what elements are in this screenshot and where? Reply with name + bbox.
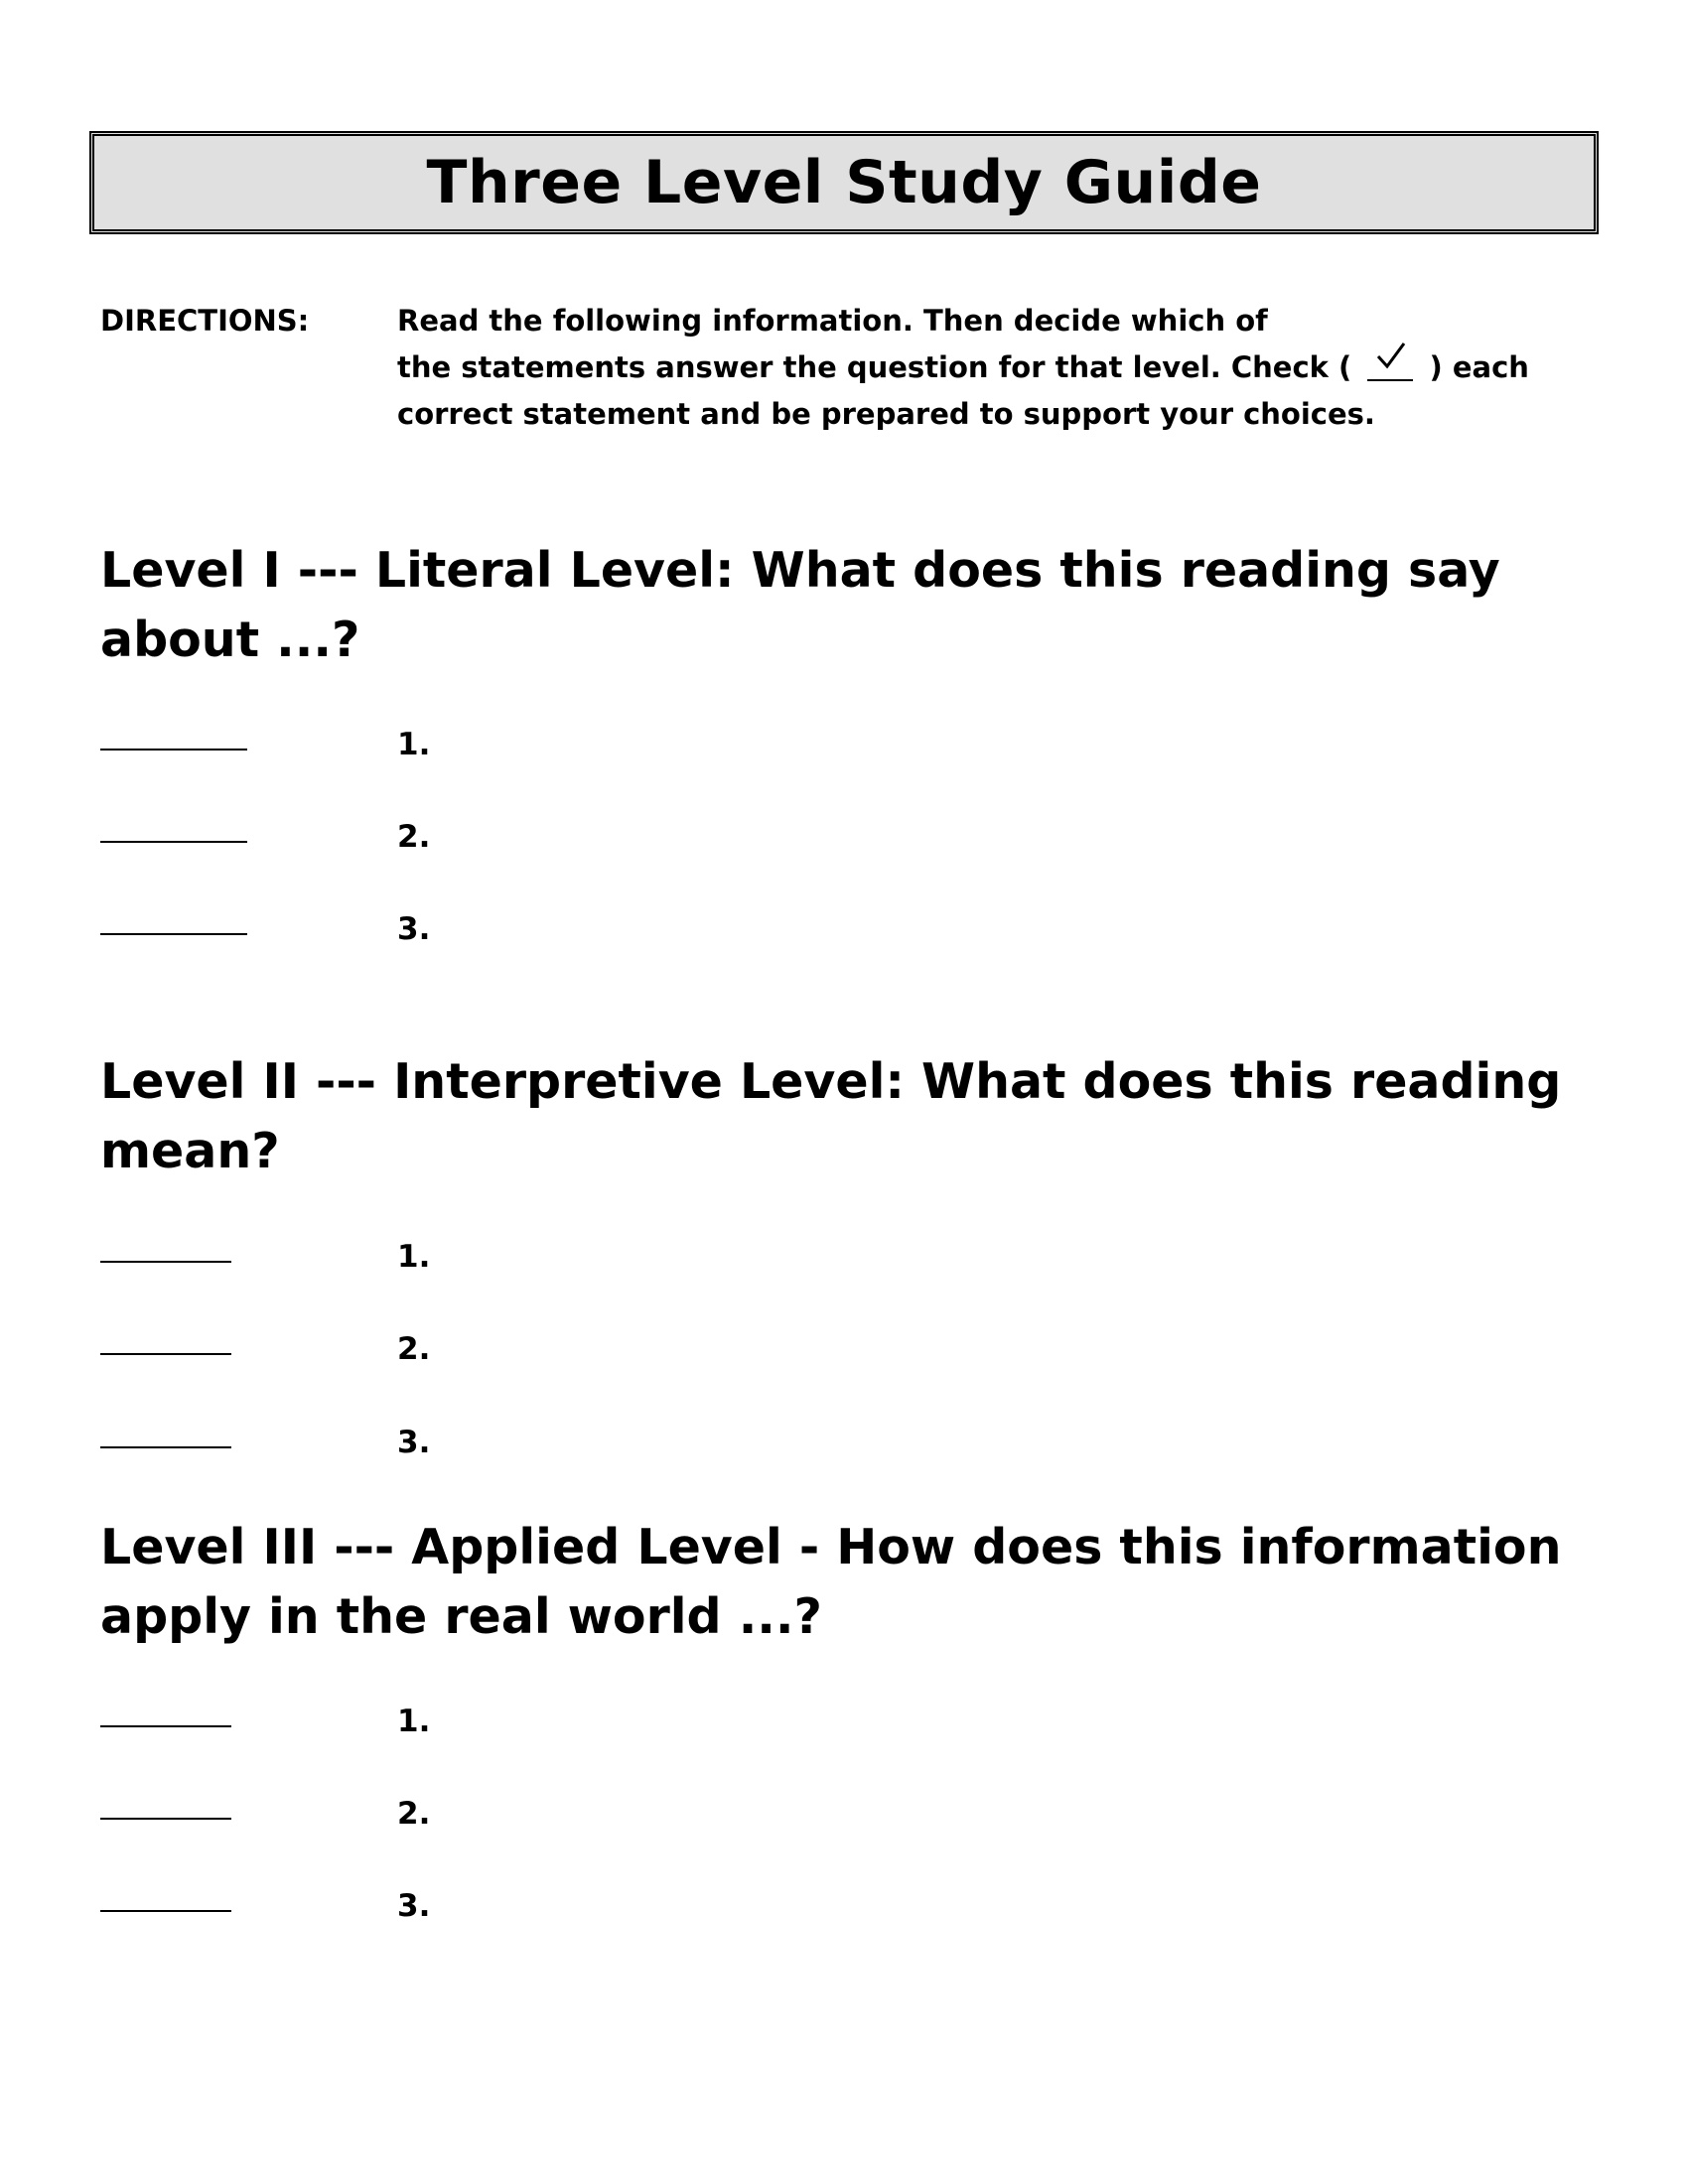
level-1-item-2-number: 2.: [397, 819, 431, 855]
directions-body: [397, 298, 1609, 438]
directions-line-2: [397, 344, 1609, 391]
level-2-item-3-check-blank[interactable]: [100, 1446, 231, 1448]
level-2-heading-line-2: mean?: [100, 1123, 280, 1179]
level-3-heading-line-2: apply in the real world ...?: [100, 1588, 822, 1645]
level-1-item-2-check-blank[interactable]: [100, 841, 247, 843]
directions-line-2-end: ) each: [1429, 350, 1529, 384]
directions-line-1: Read the following information. Then decide which of: [397, 304, 1268, 338]
level-2-item-1: [100, 1239, 1490, 1279]
directions-label: DIRECTIONS:: [100, 304, 310, 338]
level-2-item-2-number: 2.: [397, 1331, 431, 1367]
level-3-heading: [100, 1513, 1570, 1652]
checkmark-icon: [1375, 340, 1407, 371]
level-1-item-1-check-blank[interactable]: [100, 749, 247, 751]
checkmark-example: [1365, 345, 1415, 381]
level-2-heading-line-1: Level II --- Interpretive Level: What does this reading: [100, 1053, 1562, 1110]
level-2-item-1-check-blank[interactable]: [100, 1261, 231, 1263]
level-1-heading: [100, 536, 1570, 675]
level-1-item-3-check-blank[interactable]: [100, 933, 247, 935]
title-box: [89, 131, 1599, 234]
level-2-heading: [100, 1047, 1570, 1186]
directions-line-3: correct statement and be prepared to support your choices.: [397, 397, 1375, 431]
level-1-item-3: [100, 911, 1490, 951]
level-3-item-3-check-blank[interactable]: [100, 1910, 231, 1912]
level-1-heading-line-1: Level I --- Literal Level: What does this reading say: [100, 542, 1500, 599]
level-2-item-2-check-blank[interactable]: [100, 1353, 231, 1355]
level-3-item-1-number: 1.: [397, 1704, 431, 1739]
directions-line-2-start: the statements answer the question for that level. Check (: [397, 350, 1352, 384]
level-2-item-3-number: 3.: [397, 1425, 431, 1460]
level-1-item-1: [100, 727, 1490, 766]
level-2-item-3: [100, 1425, 1490, 1464]
level-1-item-2: [100, 819, 1490, 859]
level-1-item-3-number: 3.: [397, 911, 431, 947]
level-3-item-2: [100, 1796, 1490, 1836]
level-3-item-1-check-blank[interactable]: [100, 1725, 231, 1727]
level-3-item-2-number: 2.: [397, 1796, 431, 1832]
checkmark-underline: [1367, 379, 1413, 381]
level-3-heading-line-1: Level III --- Applied Level - How does this information: [100, 1519, 1562, 1575]
level-1-heading-line-2: about ...?: [100, 612, 360, 668]
level-2-item-2: [100, 1331, 1490, 1371]
level-3-item-3: [100, 1888, 1490, 1928]
level-3-item-3-number: 3.: [397, 1888, 431, 1924]
level-1-item-1-number: 1.: [397, 727, 431, 762]
level-3-item-1: [100, 1704, 1490, 1743]
level-2-item-1-number: 1.: [397, 1239, 431, 1275]
level-3-item-2-check-blank[interactable]: [100, 1818, 231, 1820]
page-title: Three Level Study Guide: [426, 148, 1262, 217]
